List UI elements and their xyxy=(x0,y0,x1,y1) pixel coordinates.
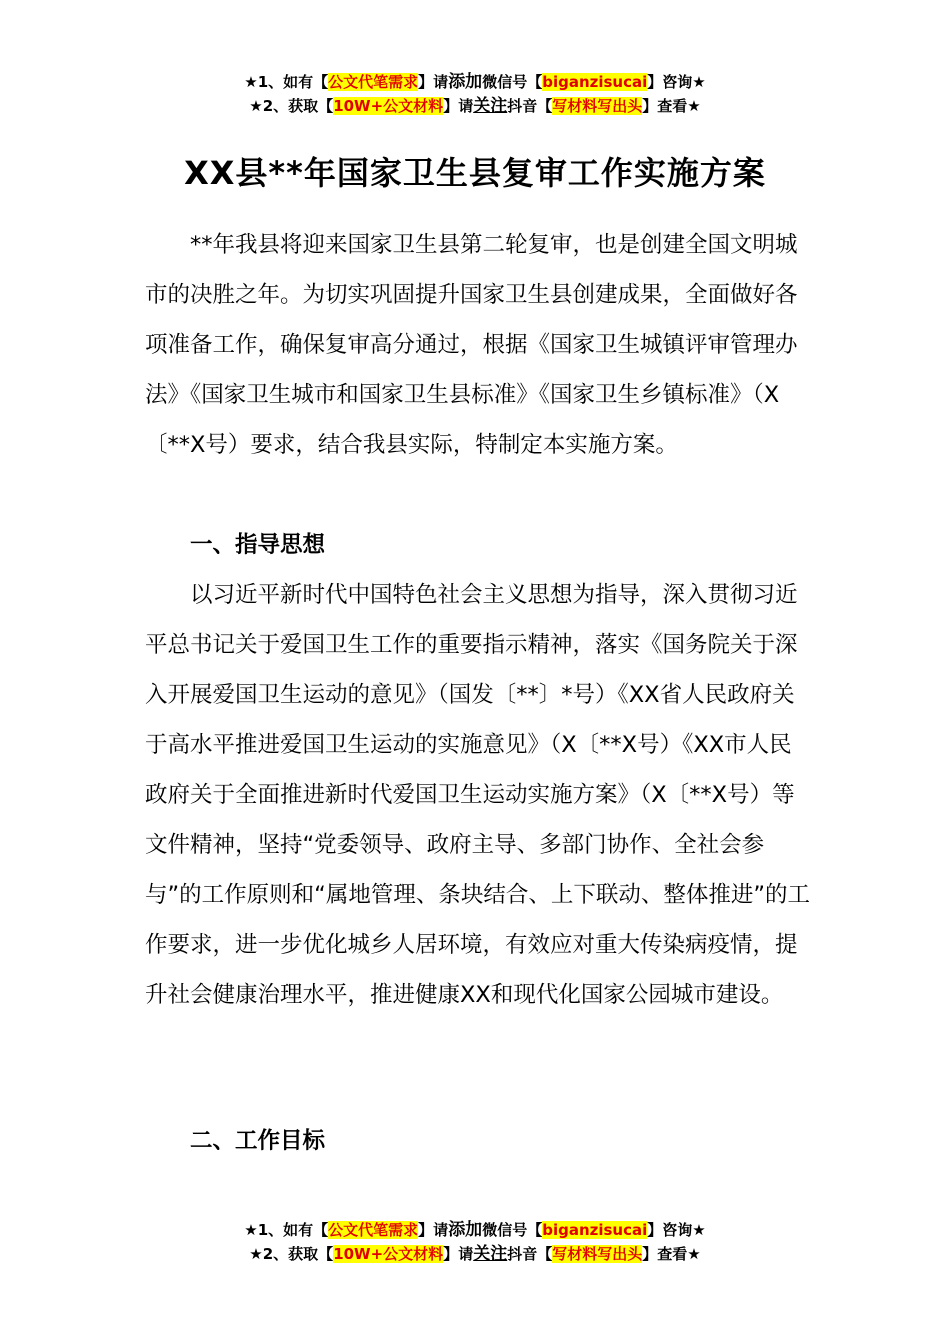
banner-emphasis: 添加 xyxy=(448,1220,483,1240)
banner-text: 】咨询★ xyxy=(647,73,706,91)
banner-text: ★2、获取【 xyxy=(249,97,334,115)
section-heading: 二、工作目标 xyxy=(190,1128,326,1154)
intro-paragraph: **年我县将迎来国家卫生县第二轮复审，也是创建全国文明城市的决胜之年。为切实巩固提升国家卫生县创建成果，全面做好各项准备工作，确保复审高分通过，根据《国家卫生城镇评审管理办法》《国家卫生城市和国家卫生县标准》《国家卫生乡镇标准》（X〔**X号）要求，结合我县实际，特制定本实施方案。 xyxy=(145,232,798,458)
banner-text: 】查看★ xyxy=(642,97,701,115)
banner-text: 微信号【 xyxy=(482,1221,543,1239)
banner-line-2 xyxy=(0,1242,950,1266)
bottom-banner xyxy=(0,1218,950,1266)
banner-emphasis: 关注 xyxy=(473,1244,508,1264)
banner-text: 】请 xyxy=(443,97,474,115)
banner-text: 微信号【 xyxy=(482,73,543,91)
banner-douyin-id: 写材料写出头 xyxy=(552,1245,643,1263)
banner-wechat-id: biganzisucai xyxy=(542,1221,648,1239)
top-banner xyxy=(0,70,950,118)
section-1-heading-block xyxy=(145,520,810,570)
banner-text: ★1、如有【 xyxy=(244,73,329,91)
banner-text: 】请 xyxy=(443,1245,474,1263)
banner-text: ★2、获取【 xyxy=(249,1245,334,1263)
document-title: XX县**年国家卫生县复审工作实施方案 xyxy=(184,154,766,192)
banner-highlight: 10W+公文材料 xyxy=(333,1245,444,1263)
banner-douyin-id: 写材料写出头 xyxy=(552,97,643,115)
section-heading: 一、指导思想 xyxy=(190,532,326,558)
banner-text: 】咨询★ xyxy=(647,1221,706,1239)
banner-text: 抖音【 xyxy=(507,1245,553,1263)
section-1-body-block xyxy=(145,570,810,1020)
banner-line-1 xyxy=(0,70,950,94)
banner-text: 抖音【 xyxy=(507,97,553,115)
banner-text: 】请 xyxy=(418,1221,449,1239)
section-2-heading-block xyxy=(145,1116,810,1166)
banner-emphasis: 关注 xyxy=(473,96,508,116)
banner-highlight: 公文代笔需求 xyxy=(328,1221,419,1239)
banner-line-1 xyxy=(0,1218,950,1242)
intro-paragraph-block xyxy=(145,220,810,470)
banner-highlight: 公文代笔需求 xyxy=(328,73,419,91)
banner-highlight: 10W+公文材料 xyxy=(333,97,444,115)
banner-text: 】查看★ xyxy=(642,1245,701,1263)
banner-emphasis: 添加 xyxy=(448,72,483,92)
section-paragraph: 以习近平新时代中国特色社会主义思想为指导，深入贯彻习近平总书记关于爱国卫生工作的重要指示精神，落实《国务院关于深入开展爱国卫生运动的意见》（国发〔**〕*号）《XX省人民政府关于高水平推进爱国卫生运动的实施意见》（X〔**X号）《XX市人民政府关于全面推进新时代爱国卫生运动实施方案》（X〔**X号）等文件精神，坚持“党委领导、政府主导、多部门协作、全社会参与”的工作原则和“属地管理、条块结合、上下联动、整体推进”的工作要求，进一步优化城乡人居环境，有效应对重大传染病疫情，提升社会健康治理水平，推进健康XX和现代化国家公园城市建设。 xyxy=(145,582,810,1008)
banner-line-2 xyxy=(0,94,950,118)
banner-text: ★1、如有【 xyxy=(244,1221,329,1239)
banner-wechat-id: biganzisucai xyxy=(542,73,648,91)
banner-text: 】请 xyxy=(418,73,449,91)
